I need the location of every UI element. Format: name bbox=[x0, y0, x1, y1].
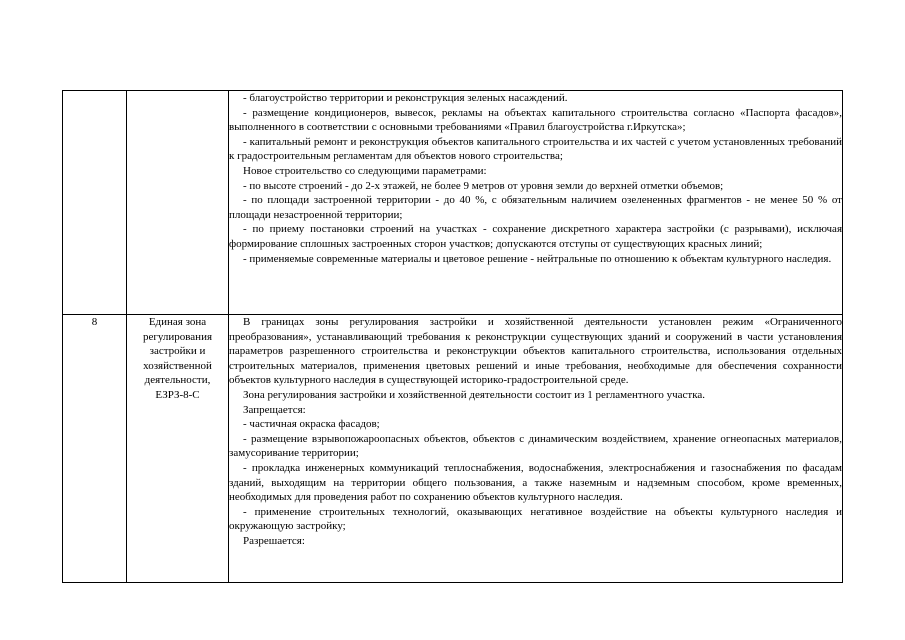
paragraph: Зона регулирования застройки и хозяйственной деятельности состоит из 1 регламентного участка. bbox=[243, 388, 705, 401]
paragraph: - применение строительных технологий, оказывающих негативное воздействие на объекты культурного наследия и окружающую застройку; bbox=[229, 505, 842, 533]
paragraph: - частичная окраска фасадов; bbox=[243, 418, 380, 431]
row-number-cell bbox=[63, 91, 127, 315]
row-number-cell: 8 bbox=[63, 315, 127, 583]
table-row bbox=[63, 91, 843, 315]
paragraph: - благоустройство территории и реконструкция зеленых насаждений. bbox=[243, 92, 568, 104]
paragraph: Разрешается: bbox=[243, 534, 305, 547]
paragraph: - по приему постановки строений на участках - сохранение дискретного характера застройки (с разрывами), исключая формирование сплошных застроенных сторон участков; допускаются отступы от существующих красных линий; bbox=[229, 223, 842, 250]
paragraph: - прокладка инженерных коммуникаций теплоснабжения, водоснабжения, электроснабжения и газоснабжения по фасадам зданий, выходящим на территории общего пользования, а также наземным и надземным способом, кроме временных, необходимых для проведения работ по сохранению объектов культурного наследия. bbox=[229, 461, 842, 504]
paragraph: Запрещается: bbox=[243, 403, 306, 416]
paragraph: - по площади застроенной территории - до 40 %, с обязательным наличием озелененных фрагментов - не менее 50 % от площади незастроенной территории; bbox=[229, 194, 842, 221]
paragraph: Новое строительство со следующими параметрами: bbox=[243, 164, 487, 177]
zone-name-cell: Единая зона регулирования застройки и хозяйственной деятельности, ЕЗРЗ-8-С bbox=[127, 315, 229, 583]
paragraph: - размещение взрывопожароопасных объектов, объектов с динамическим воздействием, хранение огнеопасных материалов, замусоривание территории; bbox=[229, 432, 842, 460]
paragraph: - размещение кондиционеров, вывесок, рекламы на объектах капитального строительства согласно «Паспорта фасадов», выполненного в соответствии с основными требованиями «Правил благоустройства г.Иркутска»; bbox=[229, 106, 842, 134]
zone-name-cell bbox=[127, 91, 229, 315]
regulation-table bbox=[62, 90, 843, 583]
regulation-text-cell bbox=[229, 91, 843, 315]
regulation-text-cell bbox=[229, 315, 843, 583]
paragraph: - по высоте строений - до 2-х этажей, не более 9 метров от уровня земли до верхней отметки объемов; bbox=[243, 179, 724, 192]
paragraph: - капитальный ремонт и реконструкция объектов капитального строительства и их частей с учетом установленных требований к градостроительным регламентам для объектов нового строительства; bbox=[229, 135, 842, 163]
paragraph: - применяемые современные материалы и цветовое решение - нейтральные по отношению к объектам культурного наследия. bbox=[243, 252, 832, 265]
table-row bbox=[63, 315, 843, 583]
paragraph: В границах зоны регулирования застройки и хозяйственной деятельности установлен режим «Ограниченного преобразования», устанавливающий требования к реконструкции существующих зданий и сооружений в части установления параметров разрешенного строительства и реконструкции объектов капитального строительства, использования отдельных строительных материалов, применения цветовых решений и иные требования, необходимые для обеспечения сохранности объектов культурного наследия в существующей историко-градостроительной среде. bbox=[229, 316, 842, 387]
